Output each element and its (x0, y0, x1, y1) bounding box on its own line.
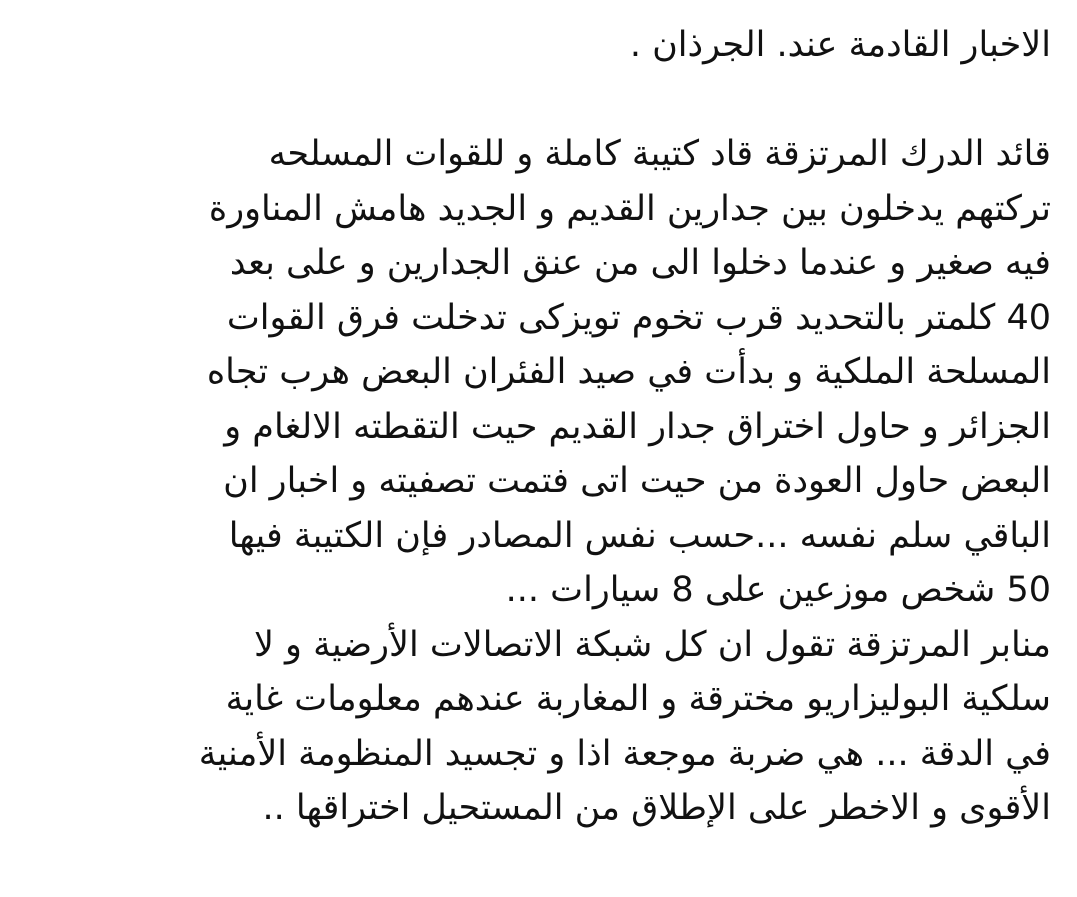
text-line: تركتهم يدخلون بين جدارين القديم و الجديد هامش المناورة (208, 188, 1051, 229)
text-line: 40 كلمتر بالتحديد قرب تخوم تويزكى تدخلت فرق القوات (226, 297, 1051, 338)
text-line: الجزائر و حاول اختراق جدار القديم حيت التقطته الالغام و (224, 406, 1051, 447)
document-heading: الاخبار القادمة عند. الجرذان . (629, 25, 1051, 65)
blank-line (11, 73, 1051, 128)
text-line: 50 شخص موزعين على 8 سيارات ... (505, 570, 1051, 610)
text-line: سلكية البوليزاريو مخترقة و المغاربة عندهم معلومات غاية (225, 679, 1051, 719)
text-line: قائد الدرك المرتزقة قاد كتيبة كاملة و للقوات المسلحه (268, 134, 1051, 174)
text-line: منابر المرتزقة تقول ان كل شبكة الاتصالات الأرضية و لا (253, 624, 1051, 665)
paragraph-1 (11, 127, 1051, 618)
text-line: الباقي سلم نفسه ...حسب نفس المصادر فإن الكتيبة فيها (228, 515, 1051, 556)
text-line: البعض حاول العودة من حيت اتى فتمت تصفيته و اخبار ان (223, 461, 1051, 501)
document-body (11, 18, 1051, 836)
text-line: المسلحة الملكية و بدأت في صيد الفئران البعض هرب تجاه (206, 352, 1051, 392)
text-line: في الدقة ... هي ضربة موجعة اذا و تجسيد المنظومة الأمنية (198, 733, 1051, 774)
text-line: الأقوى و الاخطر على الإطلاق من المستحيل اختراقها .. (262, 788, 1051, 828)
paragraph-2 (11, 618, 1051, 836)
text-line: فيه صغير و عندما دخلوا الى من عنق الجدارين و على بعد (229, 243, 1051, 283)
